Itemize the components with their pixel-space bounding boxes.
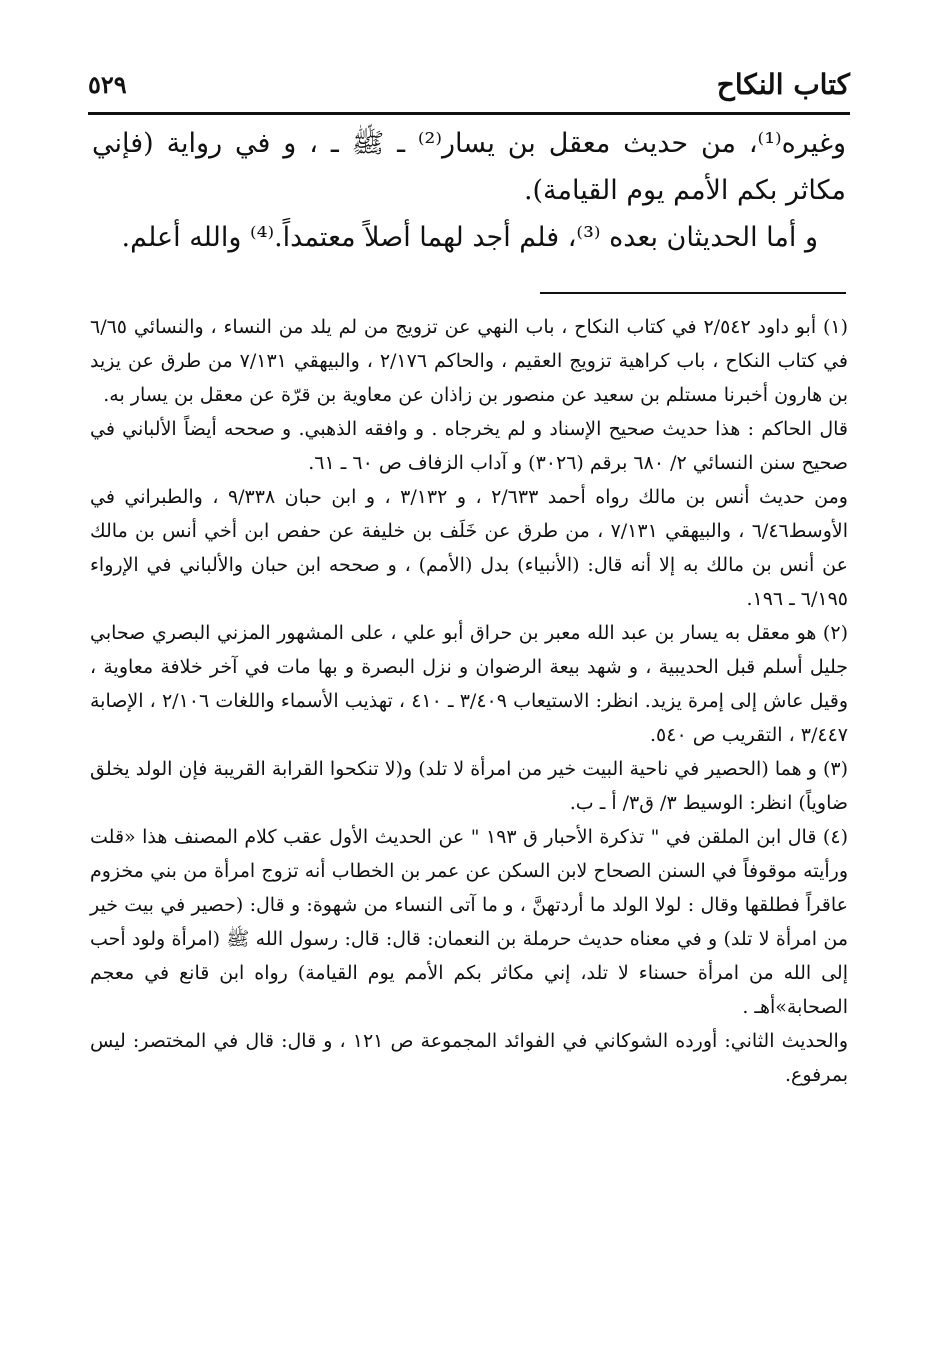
footnote-divider <box>540 292 846 294</box>
header-divider <box>88 112 850 115</box>
main-paragraph-1: وغيره⁽¹⁾، من حديث معقل بن يسار⁽²⁾ ـ ﷺ ـ ، و في رواية (فإني مكاثر بكم الأمم يوم القيامة). <box>92 128 847 206</box>
page-header <box>88 64 850 104</box>
main-paragraph-2: و أما الحديثان بعده ⁽³⁾، فلم أجد لهما أصلاً معتمداً.⁽⁴⁾ والله أعلم. <box>121 222 818 253</box>
book-title: كتاب النكاح <box>716 68 850 101</box>
main-text <box>92 120 846 261</box>
footnotes <box>90 310 848 1092</box>
footnote-1-anas: ومن حديث أنس بن مالك رواه أحمد ٢/٦٣٣ ، و ٣/١٣٢ ، و ابن حبان ٩/٣٣٨ ، والطبراني في الأوسط٦/٤٦ ، والبيهقي ٧/١٣١ ، من طرق عن خَلَف بن خليفة عن حفص ابن أخي أنس بن مالك عن أنس بن مالك به إلا أنه قال: (الأنبياء) بدل (الأمم) ، و صححه ابن حبان والألباني في الإرواء ٦/١٩٥ ـ ١٩٦. <box>90 486 848 610</box>
footnote-4: (٤) قال ابن الملقن في " تذكرة الأحبار ق ١٩٣ " عن الحديث الأول عقب كلام المصنف هذا «قلت ورأيته موقوفاً في السنن الصحاح لابن السكن عن عمر بن الخطاب أنه تزوج امرأة من بني مخزوم عاقراً فطلقها وقال : لولا الولد ما أردتهنَّ ، و ما آتى النساء من شهوة: و قال: (حصير في بيت خير من امرأة لا تلد) و في معناه حديث حرملة بن النعمان: قال: قال: رسول الله ﷺ (امرأة ولود أحب إلى الله من امرأة حسناء لا تلد، إني مكاثر بكم الأمم يوم القيامة) رواه ابن قانع في معجم الصحابة»أهـ . <box>90 826 848 1018</box>
footnote-1-hakim: قال الحاكم : هذا حديث صحيح الإسناد و لم يخرجاه . و وافقه الذهبي. و صححه أيضاً الألباني في صحيح سنن النسائي ٢/ ٦٨٠ برقم (٣٠٢٦) و آداب الزفاف ص ٦٠ ـ ٦١. <box>90 418 848 474</box>
footnote-2: (٢) هو معقل به يسار بن عبد الله معبر بن حراق أبو علي ، على المشهور المزني البصري صحابي جليل أسلم قبل الحديبية ، و شهد بيعة الرضوان و نزل البصرة و بها مات في آخر خلافة معاوية ، وقيل عاش إلى إمرة يزيد. انظر: الاستيعاب ٣/٤٠٩ ـ ٤١٠ ، تهذيب الأسماء واللغات ٢/١٠٦ ، الإصابة ٣/٤٤٧ ، التقريب ص ٥٤٠. <box>90 622 848 746</box>
page-number: ٥٢٩ <box>88 70 127 99</box>
footnote-3: (٣) و هما (الحصير في ناحية البيت خير من امرأة لا تلد) و(لا تنكحوا القرابة القريبة فإن الولد يخلق ضاوياً) انظر: الوسيط ٣/ ق٣/ أ ـ ب. <box>90 758 848 814</box>
footnote-4-second-hadith: والحديث الثاني: أورده الشوكاني في الفوائد المجموعة ص ١٢١ ، و قال: قال في المختصر: ليس بمرفوع. <box>90 1030 849 1086</box>
footnote-1: (١) أبو داود ٢/٥٤٢ في كتاب النكاح ، باب النهي عن تزويج من لم يلد من النساء ، والنسائي ٦/٦٥ في كتاب النكاح ، باب كراهية تزويج العقيم ، والحاكم ٢/١٧٦ ، والبيهقي ٧/١٣١ من طرق عن يزيد بن هارون أخبرنا مستلم بن سعيد عن منصور بن زاذان عن معاوية بن قرّة عن معقل بن يسار به. <box>90 316 849 406</box>
